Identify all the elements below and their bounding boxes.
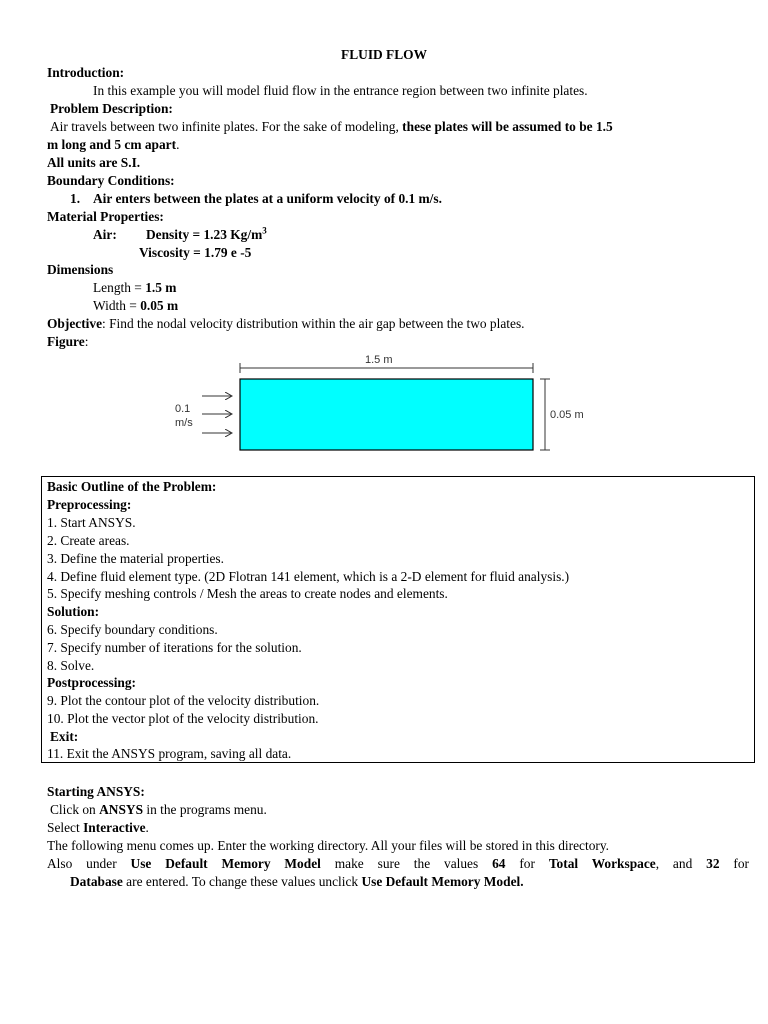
width-value: 0.05 m bbox=[140, 298, 179, 313]
plate-figure bbox=[160, 350, 620, 460]
length-line bbox=[93, 279, 176, 297]
outline-step: 1. Start ANSYS. bbox=[47, 515, 136, 530]
starting-l4-g: , and bbox=[655, 856, 707, 871]
outline-step: 4. Define fluid element type. (2D Flotran 141 element, which is a 2-D element for fluid analysis.) bbox=[47, 569, 570, 584]
boundary-item-text: Air enters between the plates at a uniform velocity of 0.1 m/s. bbox=[93, 191, 442, 206]
starting-l2-c: . bbox=[145, 820, 149, 835]
starting-l2-b: Interactive bbox=[83, 820, 146, 835]
exit-heading: Exit: bbox=[50, 729, 79, 744]
air-gap-rectangle bbox=[240, 379, 533, 450]
starting-l4-b: Use Default Memory Model bbox=[130, 856, 321, 871]
outline-step: 8. Solve. bbox=[47, 658, 95, 673]
problem-text-cont bbox=[47, 136, 179, 154]
starting-l4-h: 32 bbox=[706, 856, 720, 871]
starting-l5-b: are entered. To change these values unclick bbox=[122, 874, 362, 889]
objective-label: Objective bbox=[47, 316, 103, 331]
problem-text-a: Air travels between two infinite plates. For the sake of modeling, bbox=[50, 119, 399, 134]
length-value: 1.5 m bbox=[145, 280, 177, 295]
starting-l4-d: 64 bbox=[492, 856, 506, 871]
air-label: Air: bbox=[93, 227, 117, 242]
outline-step: 5. Specify meshing controls / Mesh the areas to create nodes and elements. bbox=[47, 586, 448, 601]
width-line bbox=[93, 297, 178, 315]
viscosity-line: Viscosity = 1.79 e -5 bbox=[139, 245, 252, 260]
intro-heading: Introduction: bbox=[47, 65, 125, 80]
starting-l1-c: in the programs menu. bbox=[143, 802, 267, 817]
intro-text: In this example you will model fluid flow in the entrance region between two infinite plates. bbox=[93, 83, 588, 98]
starting-l5-c: Use Default Memory Model. bbox=[361, 874, 524, 889]
outline-step: 10. Plot the vector plot of the velocity distribution. bbox=[47, 711, 319, 726]
width-label: Width = bbox=[93, 298, 141, 313]
starting-l4-c: make sure the values bbox=[320, 856, 493, 871]
page-title: FLUID FLOW bbox=[341, 47, 427, 62]
solution-heading: Solution: bbox=[47, 604, 100, 619]
objective-line bbox=[47, 315, 525, 333]
starting-l4-a: Also under bbox=[47, 856, 131, 871]
starting-l1-a: Click on bbox=[50, 802, 100, 817]
problem-text-b: these plates will be assumed to be 1.5 bbox=[402, 119, 613, 134]
starting-l4-e: for bbox=[505, 856, 549, 871]
height-dimension-label: 0.05 m bbox=[550, 409, 584, 421]
starting-l2-a: Select bbox=[47, 820, 84, 835]
starting-l1-b: ANSYS bbox=[99, 802, 144, 817]
starting-line-4 bbox=[47, 855, 749, 873]
problem-text-c: m long and 5 cm apart bbox=[47, 137, 177, 152]
length-dimension-label: 1.5 m bbox=[365, 354, 393, 366]
density-text: Density = 1.23 Kg/m bbox=[146, 227, 263, 242]
length-label: Length = bbox=[93, 280, 146, 295]
outline-step: 7. Specify number of iterations for the solution. bbox=[47, 640, 302, 655]
problem-text bbox=[50, 118, 613, 136]
material-heading: Material Properties: bbox=[47, 209, 164, 224]
figure-label: Figure bbox=[47, 334, 85, 349]
starting-l4-i: for bbox=[719, 856, 750, 871]
velocity-label-unit: m/s bbox=[175, 417, 193, 429]
objective-text: : Find the nodal velocity distribution within the air gap between the two plates. bbox=[102, 316, 525, 331]
postprocessing-heading: Postprocessing: bbox=[47, 675, 137, 690]
units-note: All units are S.I. bbox=[47, 155, 141, 170]
preprocessing-heading: Preprocessing: bbox=[47, 497, 132, 512]
density-line bbox=[146, 226, 267, 244]
starting-l5-a: Database bbox=[70, 874, 123, 889]
starting-l4-f: Total Workspace bbox=[548, 856, 656, 871]
outline-step: 11. Exit the ANSYS program, saving all data. bbox=[47, 746, 292, 761]
starting-line-1 bbox=[50, 801, 267, 819]
starting-line-5 bbox=[70, 873, 524, 891]
problem-heading: Problem Description: bbox=[50, 101, 173, 116]
outline-step: 2. Create areas. bbox=[47, 533, 130, 548]
problem-outline-box bbox=[41, 476, 755, 763]
outline-step: 3. Define the material properties. bbox=[47, 551, 224, 566]
figure-colon: : bbox=[84, 334, 89, 349]
density-superscript: 3 bbox=[262, 225, 267, 236]
plate-figure-svg bbox=[160, 350, 620, 460]
starting-heading: Starting ANSYS: bbox=[47, 784, 145, 799]
outline-title: Basic Outline of the Problem: bbox=[47, 479, 217, 494]
starting-line-3: The following menu comes up. Enter the working directory. All your files will be stored in this directory. bbox=[47, 838, 610, 853]
boundary-heading: Boundary Conditions: bbox=[47, 173, 175, 188]
outline-step: 6. Specify boundary conditions. bbox=[47, 622, 218, 637]
dimensions-heading: Dimensions bbox=[47, 262, 114, 277]
outline-step: 9. Plot the contour plot of the velocity distribution. bbox=[47, 693, 320, 708]
problem-text-c-end: . bbox=[176, 137, 180, 152]
velocity-label-value: 0.1 bbox=[175, 403, 191, 415]
boundary-item-num: 1. bbox=[70, 191, 81, 206]
starting-line-2 bbox=[47, 819, 149, 837]
figure-caption bbox=[47, 333, 88, 351]
